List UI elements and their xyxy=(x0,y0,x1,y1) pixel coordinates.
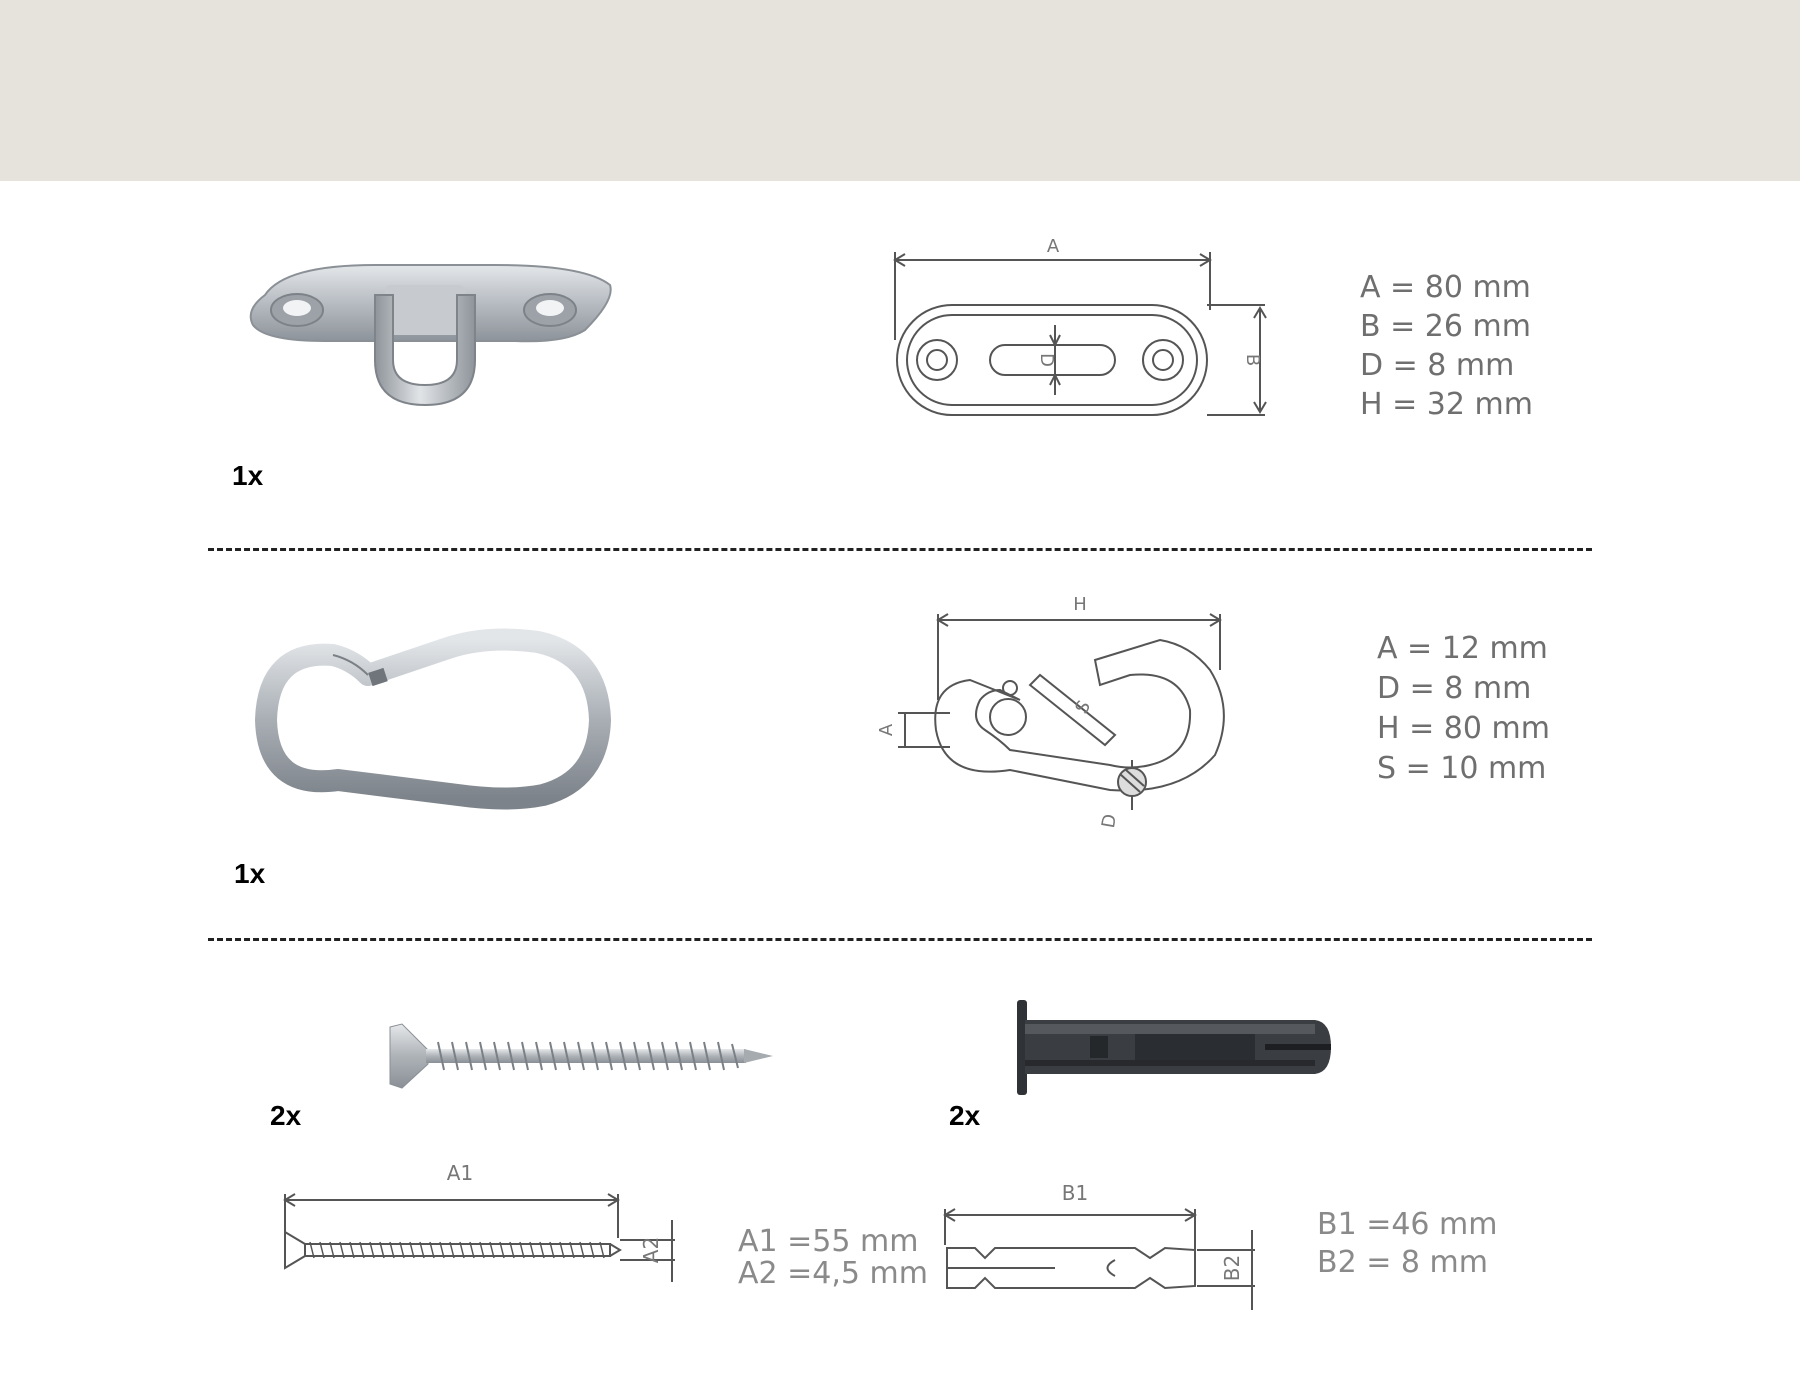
spec-line: A2 =4,5 mm xyxy=(738,1256,928,1291)
header-band xyxy=(0,0,1800,181)
dim-label-d: D xyxy=(1098,812,1122,830)
spec-line: H = 80 mm xyxy=(1377,711,1550,746)
eye-plate-photo xyxy=(245,255,615,425)
wall-plug-specs xyxy=(1317,1206,1498,1282)
spec-line: A = 12 mm xyxy=(1377,631,1548,666)
section-divider xyxy=(208,548,1592,551)
snap-hook-specs xyxy=(1377,629,1550,789)
screw-specs xyxy=(738,1226,928,1290)
dim-label-s: S xyxy=(1071,697,1096,718)
spec-line: A1 =55 mm xyxy=(738,1224,919,1259)
spec-line: S = 10 mm xyxy=(1377,751,1547,786)
dim-label-b2: B2 xyxy=(1220,1254,1244,1282)
spec-line: B1 =46 mm xyxy=(1317,1207,1498,1242)
wall-plug-photo xyxy=(1015,1000,1335,1095)
eye-plate-drawing xyxy=(885,230,1275,430)
dim-label-a: A xyxy=(1046,236,1060,257)
screw-drawing xyxy=(280,1160,680,1290)
spec-line: B = 26 mm xyxy=(1360,309,1531,344)
dim-label-h: H xyxy=(1073,594,1087,615)
screw-photo xyxy=(388,1022,778,1092)
quantity-label: 1x xyxy=(234,858,266,889)
dim-label-d: D xyxy=(1036,353,1057,367)
dim-label-a1: A1 xyxy=(446,1161,474,1185)
dim-label-b: B xyxy=(1242,353,1263,367)
dim-label-a2: A2 xyxy=(639,1236,663,1264)
snap-hook-drawing xyxy=(870,590,1240,840)
quantity-label: 2x xyxy=(270,1100,302,1131)
spec-line: B2 = 8 mm xyxy=(1317,1245,1488,1280)
dim-label-b1: B1 xyxy=(1061,1181,1089,1205)
section-divider xyxy=(208,938,1592,941)
quantity-label: 2x xyxy=(949,1100,981,1131)
spec-line: A = 80 mm xyxy=(1360,270,1531,305)
eye-plate-specs xyxy=(1360,268,1533,424)
wall-plug-drawing xyxy=(935,1180,1265,1320)
spec-line: H = 32 mm xyxy=(1360,387,1533,422)
spec-line: D = 8 mm xyxy=(1377,671,1532,706)
dim-label-a: A xyxy=(876,723,897,737)
quantity-label: 1x xyxy=(232,460,264,491)
snap-hook-photo xyxy=(258,630,608,810)
spec-line: D = 8 mm xyxy=(1360,348,1515,383)
